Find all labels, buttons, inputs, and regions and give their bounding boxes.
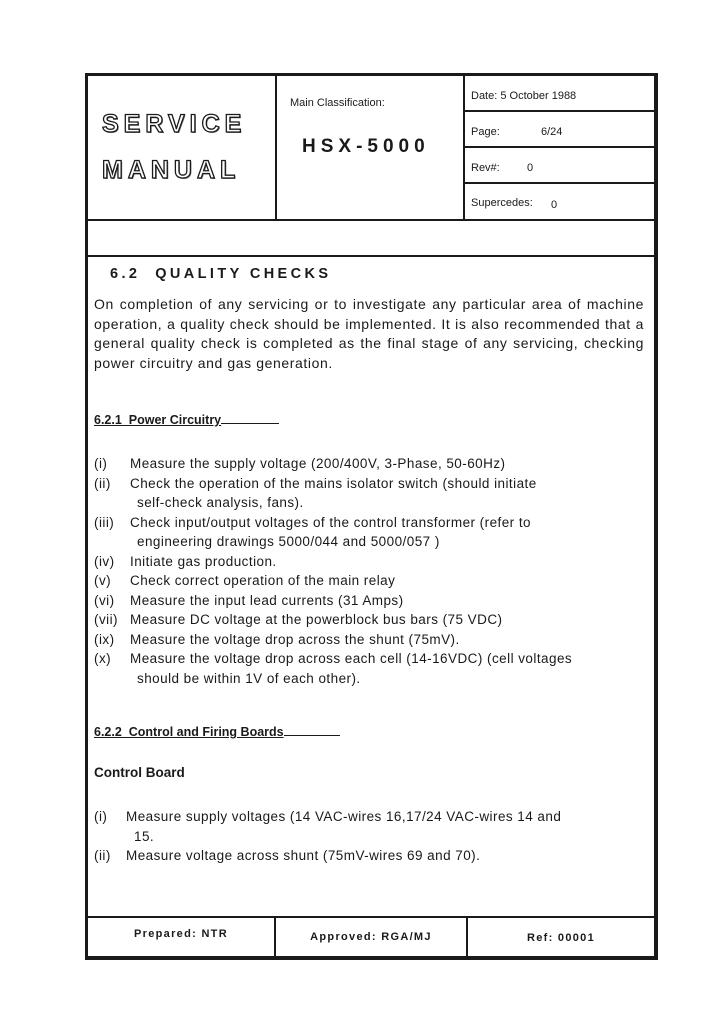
classification-value: HSX-5000 [302, 136, 430, 157]
blank-row [88, 221, 654, 257]
list-item [94, 610, 646, 630]
item-number: (vi) [94, 592, 115, 608]
item-text: Measure the supply voltage (200/400V, 3-Phase, 50-60Hz) [130, 456, 506, 471]
item-text: Measure the voltage drop across each cell (14-16VDC) (cell voltages [130, 651, 573, 666]
page-label: Page: [471, 126, 500, 138]
item-number: (ii) [94, 848, 111, 863]
item-number: (i) [94, 456, 108, 471]
supercedes-cell [465, 184, 654, 218]
prepared-cell: Prepared: NTR [88, 918, 276, 956]
item-continuation: engineering drawings 5000/044 and 5000/057 ) [137, 534, 440, 549]
footer-block [88, 916, 654, 956]
item-text: Measure DC voltage at the powerblock bus bars (75 VDC) [130, 612, 503, 627]
power-circuitry-list [94, 454, 646, 688]
list-item [94, 474, 646, 513]
item-text: Check input/output voltages of the control transformer (refer to [130, 514, 531, 530]
header-block [88, 76, 654, 221]
date-cell [465, 76, 654, 112]
item-continuation: self-check analysis, fans). [137, 495, 304, 510]
classification-label: Main Classification: [290, 97, 385, 109]
list-item [94, 807, 646, 846]
classification-cell [277, 76, 465, 219]
list-item [94, 630, 646, 650]
page-cell [465, 112, 654, 148]
logo-line-1: SERVICE [102, 110, 247, 138]
item-number: (iv) [94, 553, 115, 569]
control-firing-heading [94, 725, 340, 739]
rev-value: 0 [527, 162, 534, 174]
list-item [94, 649, 646, 688]
item-text: Measure the input lead currents (31 Amps) [130, 592, 404, 608]
meta-cells [465, 76, 654, 219]
item-text: Check correct operation of the main relay [130, 573, 396, 588]
item-text: Measure voltage across shunt (75mV-wires 69 and 70). [126, 848, 481, 863]
list-item [94, 454, 646, 474]
item-continuation: should be within 1V of each other). [137, 670, 361, 686]
document-frame [85, 73, 658, 960]
list-item [94, 552, 646, 572]
approved-cell: Approved: RGA/MJ [276, 918, 468, 956]
item-number: (i) [94, 809, 108, 824]
list-item [94, 591, 646, 611]
item-text: Measure the voltage drop across the shunt (75mV). [130, 631, 460, 647]
item-number: (ix) [94, 631, 115, 647]
intro-paragraph: On completion of any servicing or to investigate any particular area of machine operation, a quality check should be implemented. It is also recommended that a general quality check is completed as the final stage of any servicing, checking power circuitry and gas generation. [94, 296, 644, 371]
control-board-list [94, 807, 646, 866]
item-text: Check the operation of the mains isolator switch (should initiate [130, 475, 537, 491]
item-number: (x) [94, 651, 112, 666]
service-manual-logo [88, 76, 277, 219]
list-item [94, 513, 646, 552]
power-circuitry-heading [94, 413, 279, 427]
supercedes-value: 0 [551, 199, 558, 211]
item-continuation: 15. [134, 828, 155, 844]
content-body [88, 257, 654, 909]
date-text: Date: 5 October 1988 [471, 90, 577, 102]
section-title: 6.2 QUALITY CHECKS [110, 266, 332, 282]
page-value: 6/24 [541, 126, 563, 138]
control-firing-heading-text: 6.2.2 Control and Firing Boards [94, 725, 284, 739]
item-number: (v) [94, 573, 112, 588]
logo-line-2: MANUAL [102, 156, 241, 184]
rev-label: Rev#: [471, 162, 500, 174]
item-number: (ii) [94, 475, 111, 491]
power-circuitry-heading-text: 6.2.1 Power Circuitry [94, 413, 222, 427]
item-text: Measure supply voltages (14 VAC-wires 16,17/24 VAC-wires 14 and [126, 809, 562, 824]
control-board-subheading: Control Board [94, 765, 185, 780]
item-number: (iii) [94, 514, 115, 530]
supercedes-label: Supercedes: [471, 197, 533, 209]
item-text: Initiate gas production. [130, 553, 277, 569]
list-item [94, 571, 646, 591]
item-number: (vii) [94, 612, 118, 627]
list-item [94, 846, 646, 866]
ref-cell: Ref: 00001 [526, 932, 596, 944]
rev-cell [465, 148, 654, 184]
